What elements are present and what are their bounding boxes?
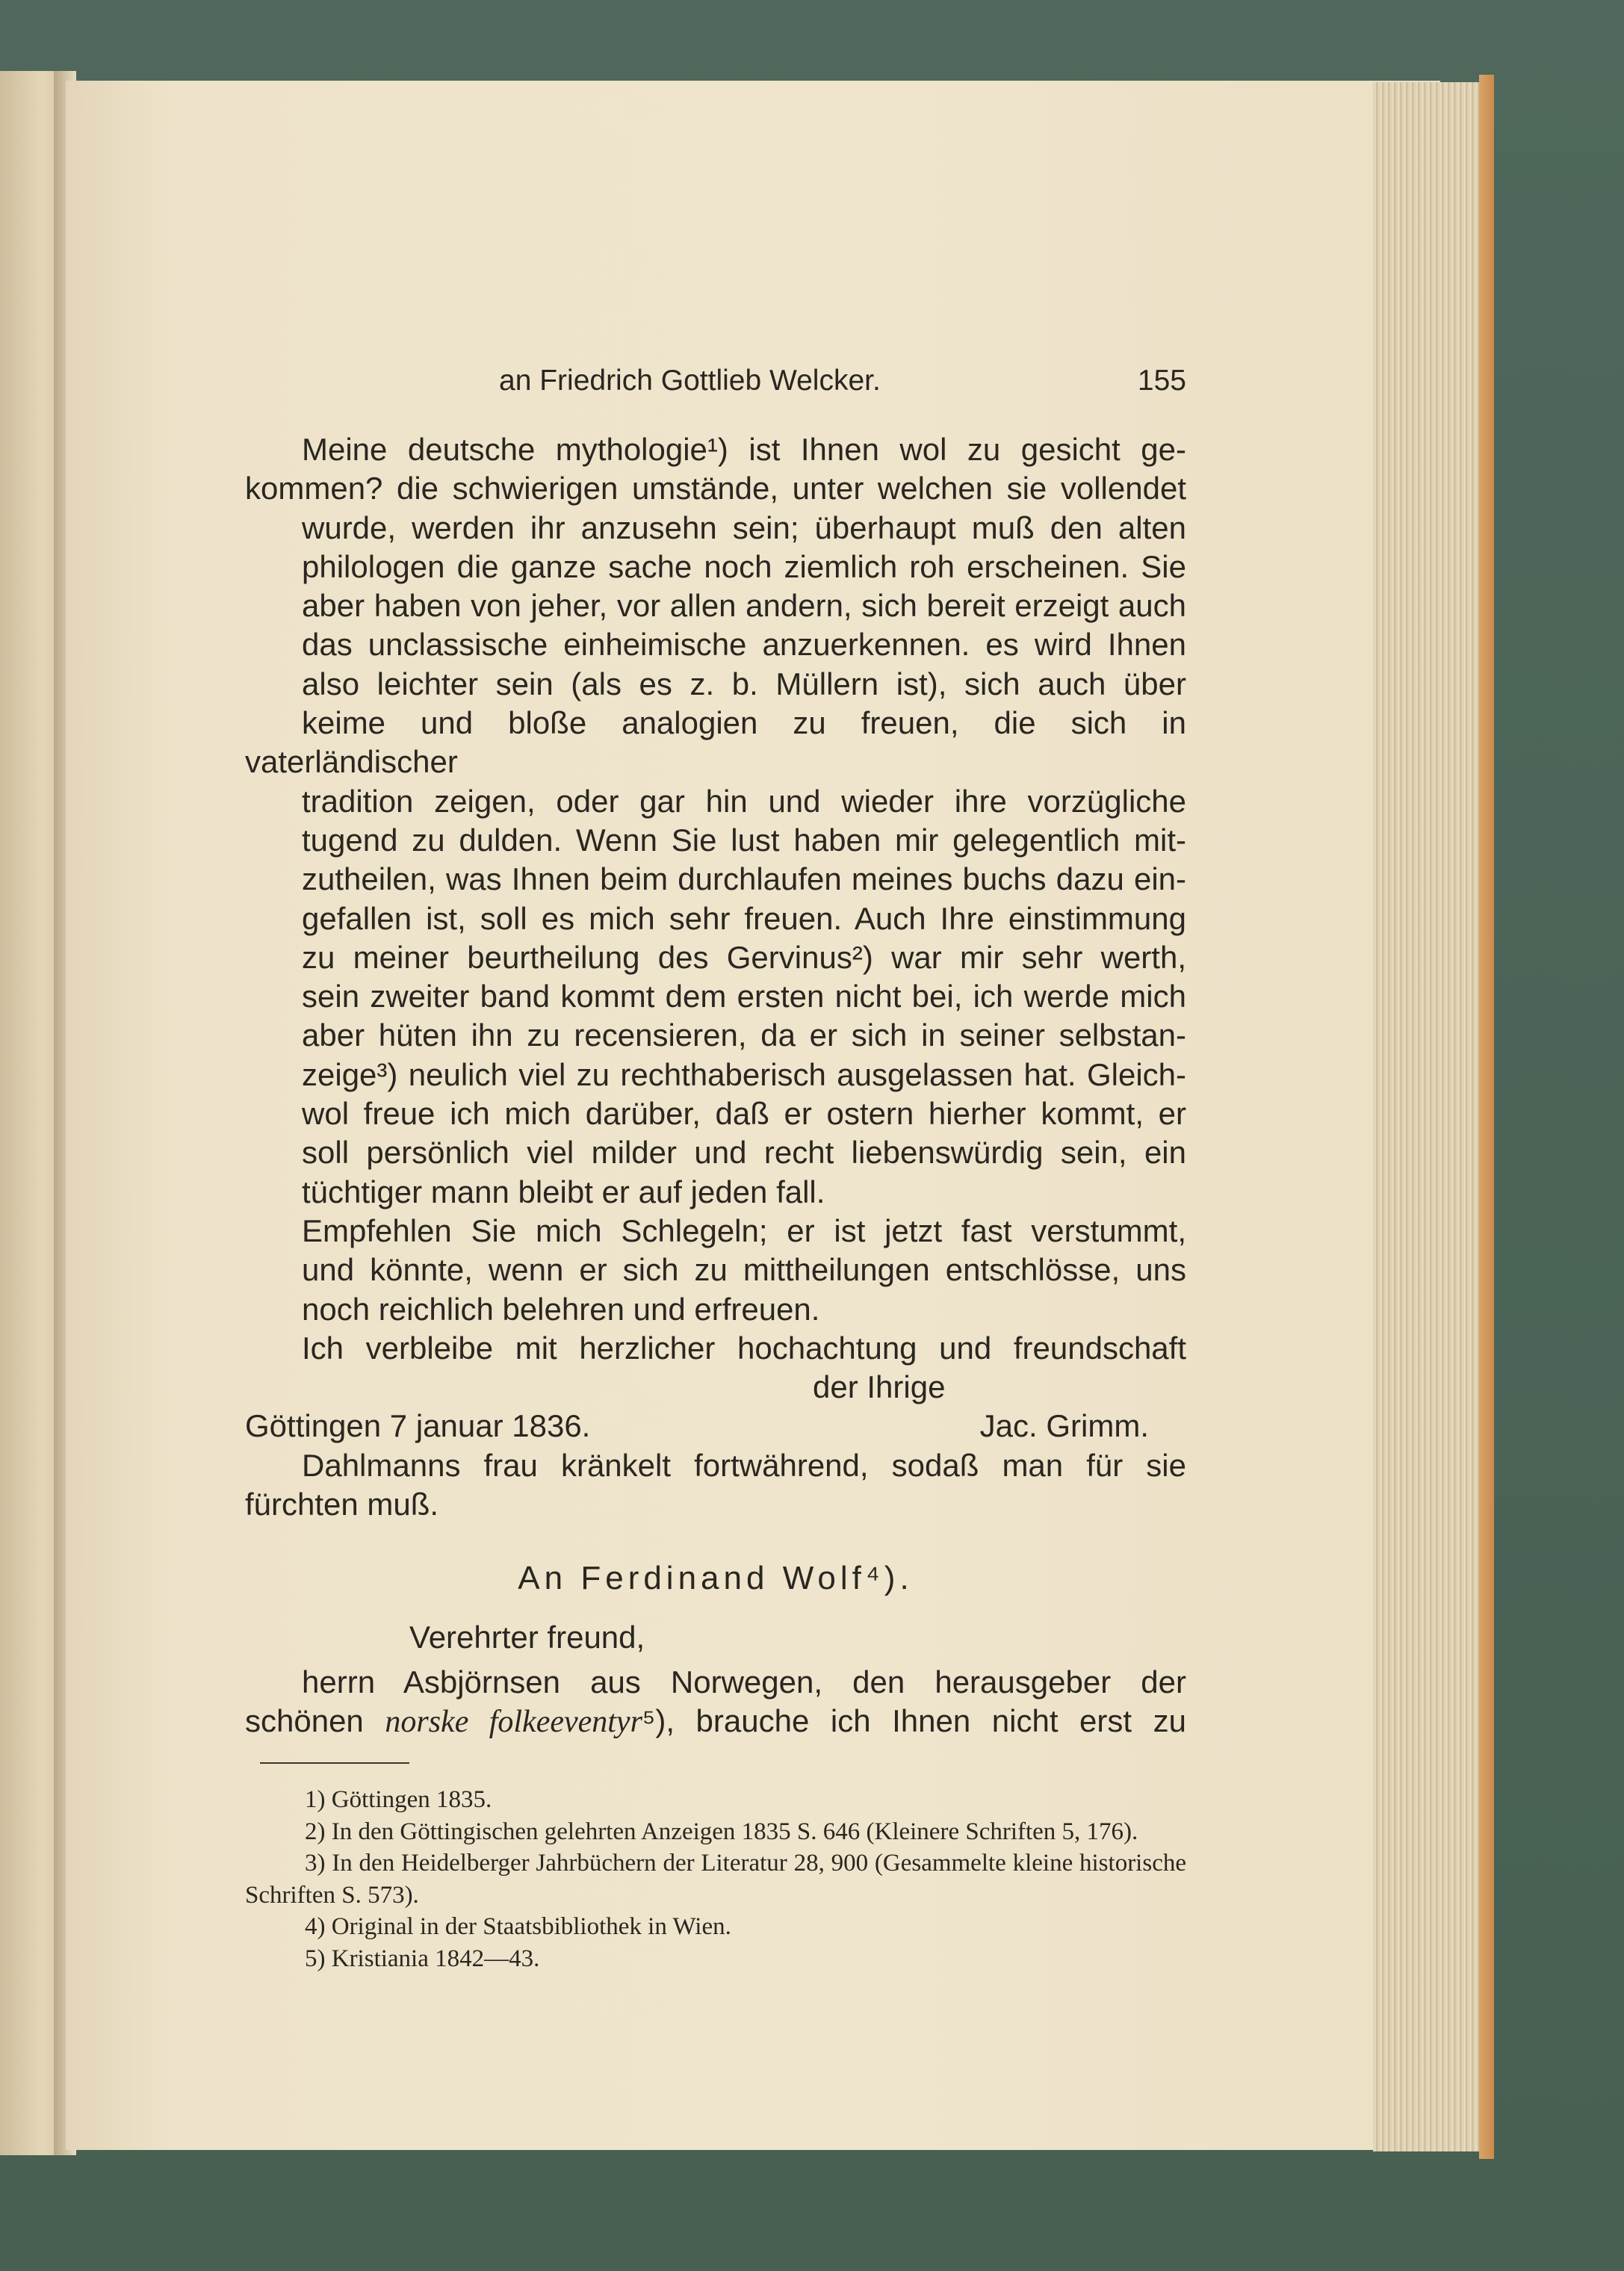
paragraph-schlegel	[245, 1212, 1186, 1329]
postscript	[245, 1446, 1186, 1525]
footnote: 4) Original in der Staatsbibliothek in Wien.	[305, 1913, 731, 1940]
text-line: sein zweiter band kommt dem ersten nicht bei, ich werde mich	[302, 979, 1186, 1014]
ihrige-line	[245, 1368, 1186, 1407]
salutation: Verehrter freund,	[409, 1620, 645, 1655]
book-title: norske folkeeventyr	[385, 1705, 642, 1740]
text-line: Ich verbleibe mit herzlicher hochachtung und freundschaft	[302, 1330, 1186, 1366]
der-ihrige: der Ihrige	[813, 1369, 946, 1405]
text-line: wol freue ich mich darüber, daß er ostern hierher kommt, er	[302, 1096, 1186, 1132]
footnotes	[245, 1784, 1186, 1974]
text-line: gefallen ist, soll es mich sehr freuen. Auch Ihre einstimmung	[302, 900, 1186, 936]
place-date: Göttingen 7 januar 1836.	[245, 1408, 591, 1444]
text-line: wurde, werden ihr anzusehn sein; überhaupt muß den alten	[302, 509, 1186, 545]
page-edges	[1373, 82, 1485, 2151]
text-line: philologen die ganze sache noch ziemlich roh erscheinen. Sie	[302, 548, 1186, 584]
text-line	[245, 1702, 1186, 1741]
paragraph-mythologie	[245, 430, 1186, 1212]
text-line: zutheilen, was Ihnen beim durchlaufen meines buchs dazu ein-	[302, 861, 1186, 897]
letter-wolf-body	[245, 1663, 1186, 1742]
text-line: keime und bloße analogien zu freuen, die sich in vaterländischer	[245, 705, 1186, 780]
text-fragment: ⁵), brauche ich Ihnen nicht erst zu	[642, 1703, 1186, 1739]
page-number: 155	[1137, 365, 1186, 397]
letter-heading-wolf: An Ferdinand Wolf⁴).	[518, 1560, 914, 1596]
running-header	[245, 365, 1186, 409]
book-cover-edge	[1479, 75, 1494, 2159]
place-signature-line	[245, 1407, 1186, 1446]
text-line: zeige³) neulich viel zu rechthaberisch ausgelassen hat. Gleich-	[302, 1056, 1186, 1092]
text-line: also leichter sein (als es z. b. Müllern ist), sich auch über	[302, 666, 1186, 701]
text-line: das unclassische einheimische anzuerkennen. es wird Ihnen	[302, 627, 1186, 663]
closing-line	[245, 1329, 1186, 1368]
text-line: soll persönlich viel milder und recht liebenswürdig sein, ein	[302, 1135, 1186, 1171]
text-line: und könnte, wenn er sich zu mittheilungen entschlösse, uns	[302, 1252, 1186, 1288]
text-line: fürchten muß.	[245, 1487, 439, 1522]
text-line: Empfehlen Sie mich Schlegeln; er ist jetzt fast verstummt,	[302, 1212, 1186, 1248]
book-page	[66, 81, 1440, 2150]
text-line: Meine deutsche mythologie¹) ist Ihnen wol zu gesicht ge-	[302, 432, 1186, 467]
text-line: Dahlmanns frau kränkelt fortwährend, sodaß man für sie	[302, 1447, 1186, 1483]
footnote: 2) In den Göttingischen gelehrten Anzeigen 1835 S. 646 (Kleinere Schriften 5, 176).	[305, 1818, 1138, 1845]
footnote: 1) Göttingen 1835.	[305, 1786, 492, 1813]
text-line: aber haben von jeher, vor allen andern, sich bereit erzeigt auch	[302, 588, 1186, 624]
letter-welcker-body	[245, 430, 1186, 1524]
running-title: an Friedrich Gottlieb Welcker.	[499, 365, 881, 397]
footnote: 5) Kristiania 1842—43.	[305, 1945, 540, 1972]
text-line: tüchtiger mann bleibt er auf jeden fall.	[302, 1174, 825, 1209]
text-line: noch reichlich belehren und erfreuen.	[302, 1291, 820, 1327]
text-line: aber hüten ihn zu recensieren, da er sich in seiner selbstan-	[302, 1017, 1186, 1053]
text-line: zu meiner beurtheilung des Gervinus²) war mir sehr werth,	[302, 939, 1186, 975]
footnote-divider	[260, 1762, 409, 1764]
text-line: herrn Asbjörnsen aus Norwegen, den herausgeber der	[302, 1664, 1186, 1700]
signature: Jac. Grimm.	[979, 1408, 1149, 1444]
text-line: kommen? die schwierigen umstände, unter welchen sie vollendet	[245, 471, 1186, 506]
text-line: tugend zu dulden. Wenn Sie lust haben mir gelegentlich mit-	[302, 822, 1186, 858]
text-line: tradition zeigen, oder gar hin und wieder ihre vorzügliche	[302, 783, 1186, 819]
text-fragment: schönen	[245, 1703, 385, 1739]
footnote: 3) In den Heidelberger Jahrbüchern der Literatur 28, 900 (Gesammelte kleine historische Schriften S. 573).	[245, 1850, 1186, 1909]
